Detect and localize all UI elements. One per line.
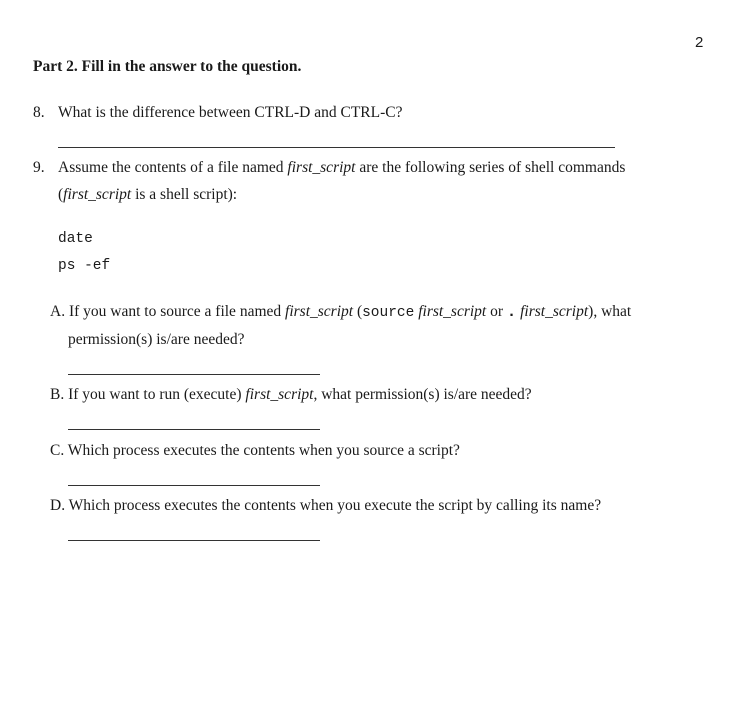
part-d-line: D. Which process executes the contents when you execute the script by calling its name? — [50, 497, 602, 514]
question-8-number: 8. — [33, 104, 45, 121]
part-a-filename-2: first_script — [414, 303, 487, 320]
part-a-paren-open: ( — [353, 303, 363, 320]
answer-line-q8[interactable] — [58, 147, 615, 148]
part-a-filename-1: first_script — [285, 303, 354, 320]
part-a-pre: A. If you want to source a file named — [50, 303, 286, 320]
part-a-line-1 — [50, 303, 631, 321]
part-a-post: ), what — [588, 303, 632, 320]
q9-line2-open: ( — [58, 186, 64, 203]
answer-line-part-b[interactable] — [68, 429, 320, 430]
q9-line2-post: is a shell script): — [131, 186, 238, 203]
answer-line-part-a[interactable] — [68, 374, 320, 375]
q9-line2-filename: first_script — [63, 186, 132, 203]
q9-line1-filename: first_script — [287, 159, 356, 176]
part-a-source-cmd: source — [362, 305, 415, 321]
answer-line-part-c[interactable] — [68, 485, 320, 486]
question-9-line-1 — [58, 159, 625, 177]
part-b-post: , what permission(s) is/are needed? — [313, 386, 532, 403]
part-a-line-2: permission(s) is/are needed? — [68, 331, 245, 348]
part-a-filename-3: first_script — [516, 303, 589, 320]
part-b-filename: first_script — [245, 386, 314, 403]
answer-line-part-d[interactable] — [68, 540, 320, 541]
part-a-dot-cmd: . — [506, 303, 517, 321]
part-b-line — [50, 386, 532, 404]
page-number: 2 — [695, 34, 704, 51]
q9-line1-post: are the following series of shell commands — [355, 159, 626, 176]
section-heading: Part 2. Fill in the answer to the question. — [33, 58, 302, 75]
part-b-pre: B. If you want to run (execute) — [50, 386, 246, 403]
question-9-number: 9. — [33, 159, 45, 176]
q9-line1-pre: Assume the contents of a file named — [58, 159, 288, 176]
code-line-date: date — [58, 231, 93, 247]
question-9-line-2 — [58, 186, 237, 204]
part-a-or: or — [486, 303, 507, 320]
question-8-text: What is the difference between CTRL-D and CTRL-C? — [58, 104, 403, 121]
code-line-ps: ps -ef — [58, 258, 111, 274]
part-c-line: C. Which process executes the contents when you source a script? — [50, 442, 460, 459]
